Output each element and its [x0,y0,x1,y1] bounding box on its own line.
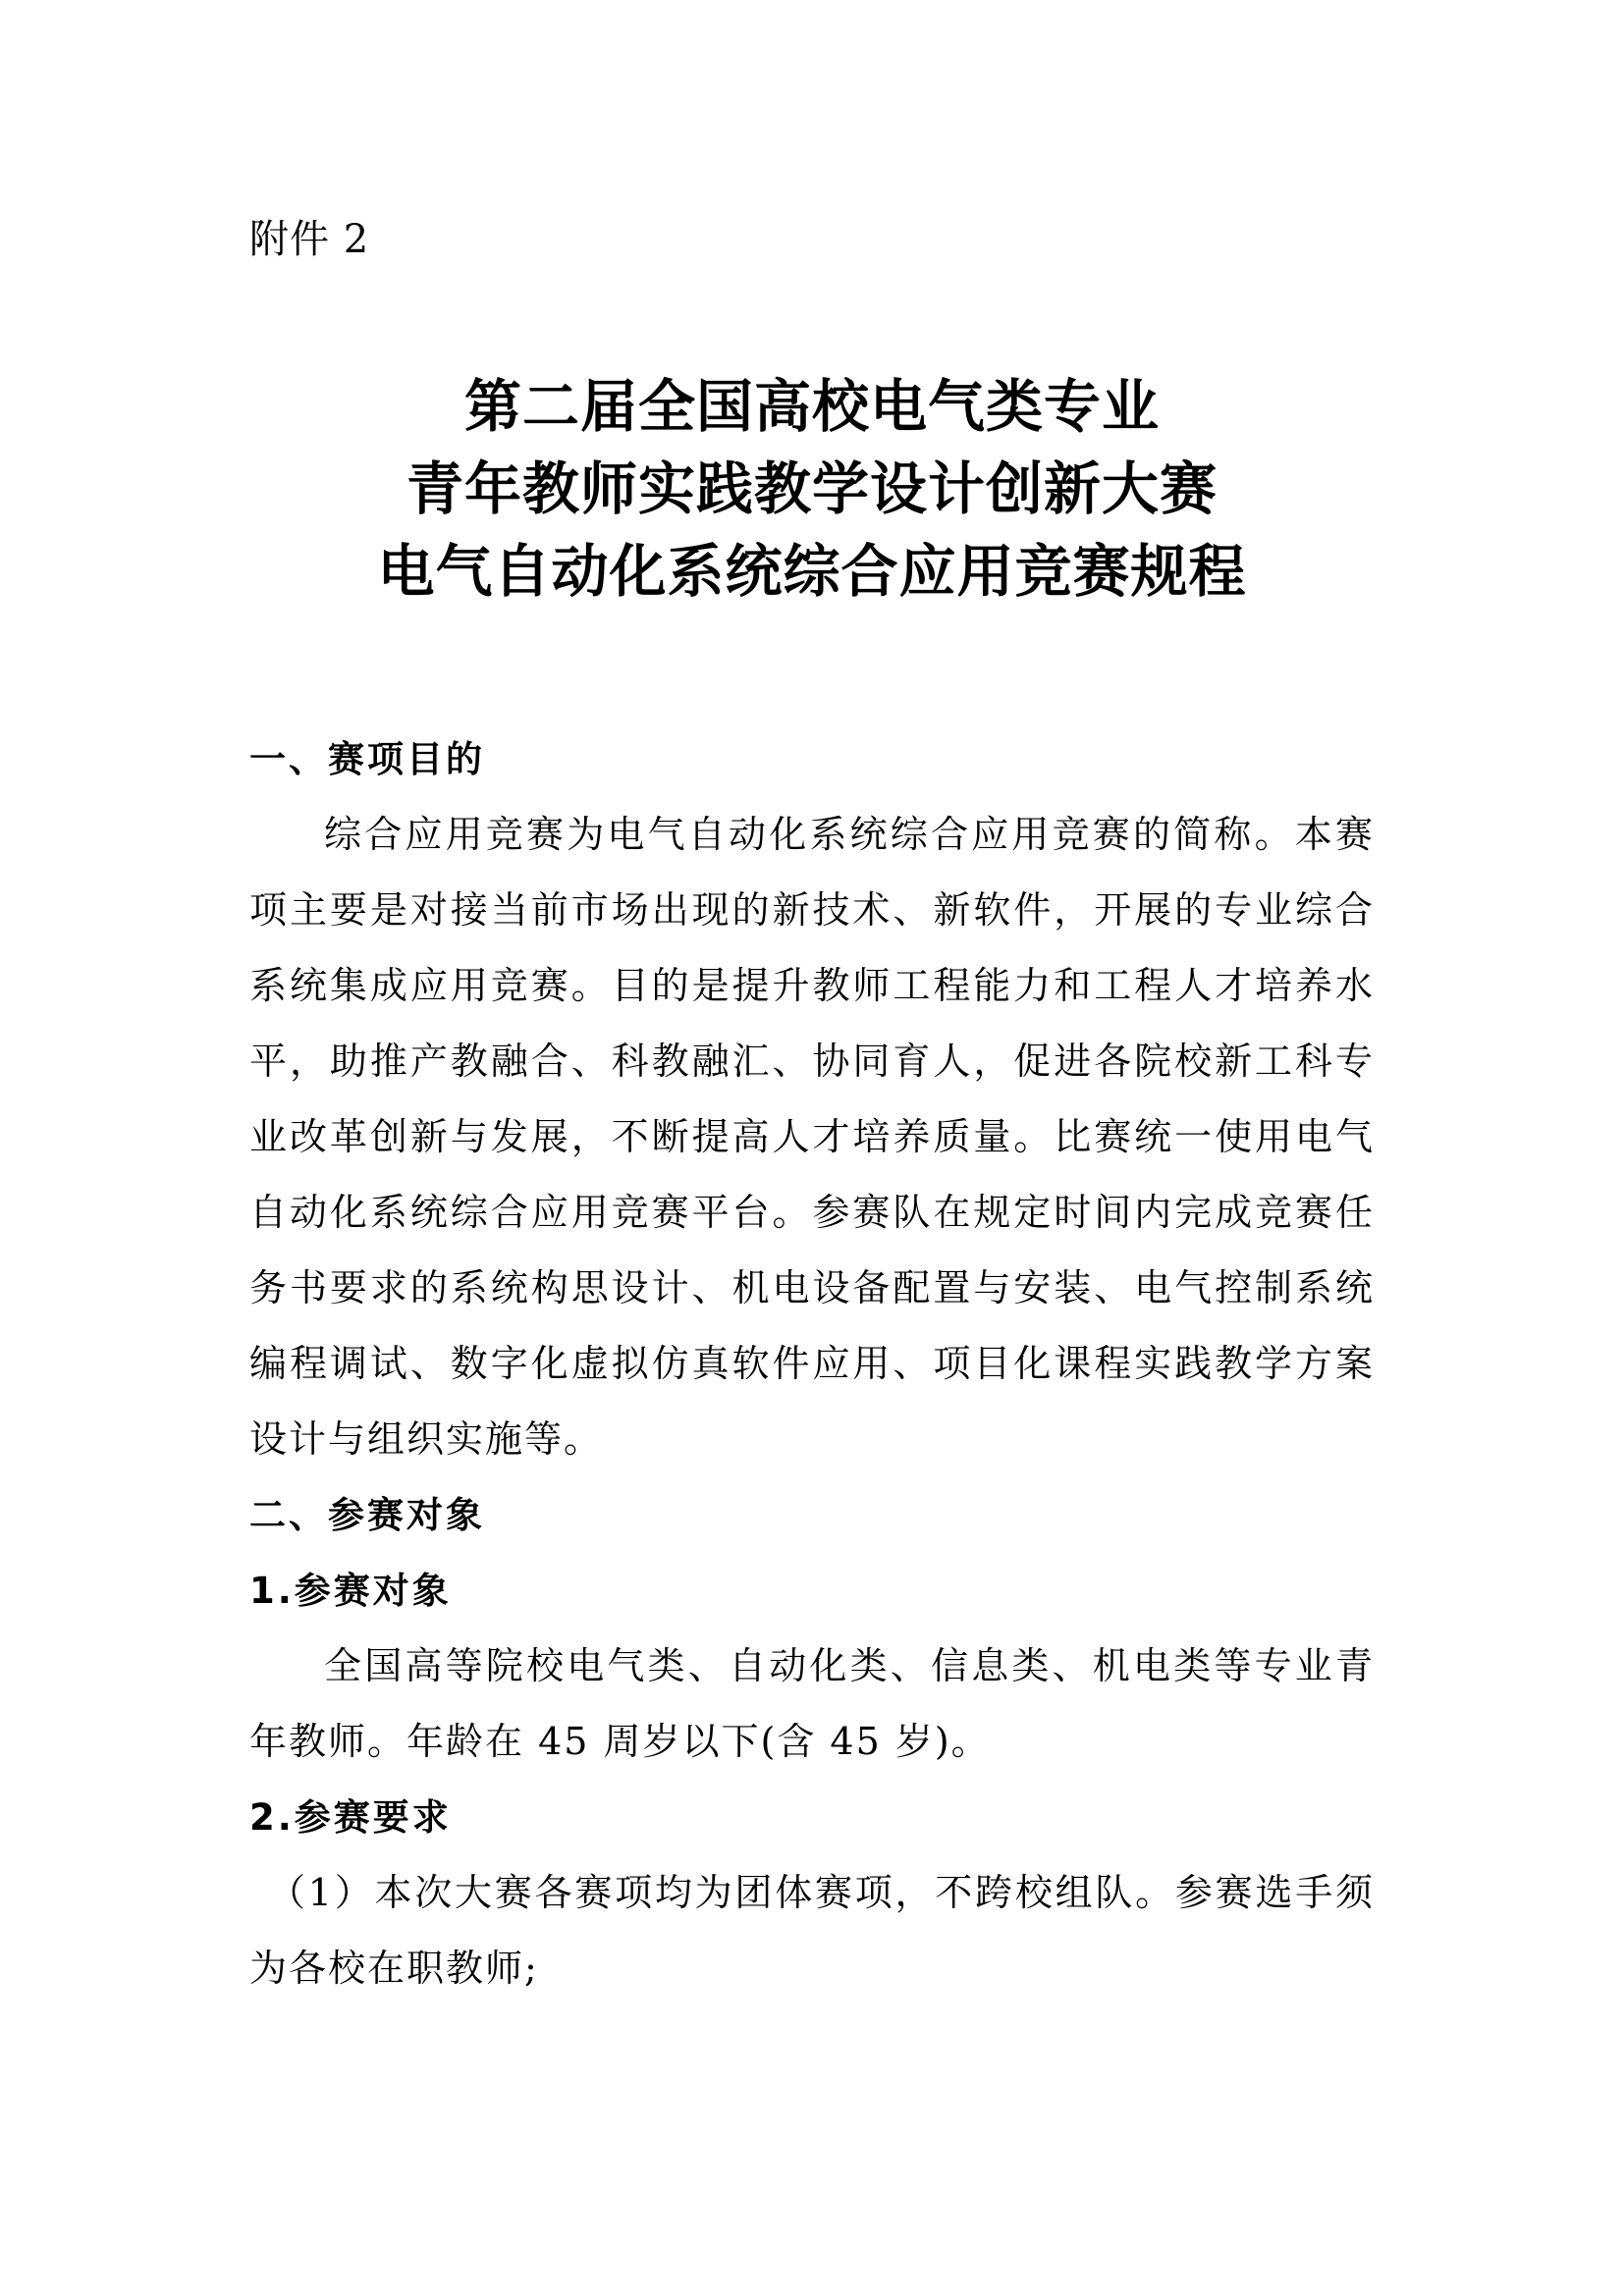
subsection-heading-participants: 1.参赛对象 [249,1570,452,1612]
subsection-heading-requirements: 2.参赛要求 [249,1796,452,1839]
title-line-1: 第二届全国高校电气类专业 [463,373,1160,440]
document-title [249,365,1375,613]
section-heading-purpose: 一、赛项目的 [249,738,485,780]
document-body [249,721,1375,2006]
paragraph-purpose: 综合应用竞赛为电气自动化系统综合应用竞赛的简称。本赛项主要是对接当前市场出现的新技术、新软件，开展的专业综合系统集成应用竞赛。目的是提升教师工程能力和工程人才培养水平，助推产教融合、科教融汇、协同育人，促进各院校新工科专业改革创新与发展，不断提高人才培养质量。比赛统一使用电气自动化系统综合应用竞赛平台。参赛队在规定时间内完成竞赛任务书要求的系统构思设计、机电设备配置与安装、电气控制系统编程调试、数字化虚拟仿真软件应用、项目化课程实践教学方案设计与组织实施等。 [249,813,1375,1461]
attachment-label: 附件 2 [249,217,370,262]
title-line-3: 电气自动化系统综合应用竞赛规程 [377,538,1247,605]
title-line-2: 青年教师实践教学设计创新大赛 [406,455,1218,522]
paragraph-participants: 全国高等院校电气类、自动化类、信息类、机电类等专业青年教师。年龄在 45 周岁以下(含 45 岁)。 [249,1644,1375,1763]
requirement-item-1: （1）本次大赛各赛项均为团体赛项，不跨校组队。参赛选手须为各校在职教师; [249,1871,1375,1990]
section-heading-participants: 二、参赛对象 [249,1494,485,1536]
